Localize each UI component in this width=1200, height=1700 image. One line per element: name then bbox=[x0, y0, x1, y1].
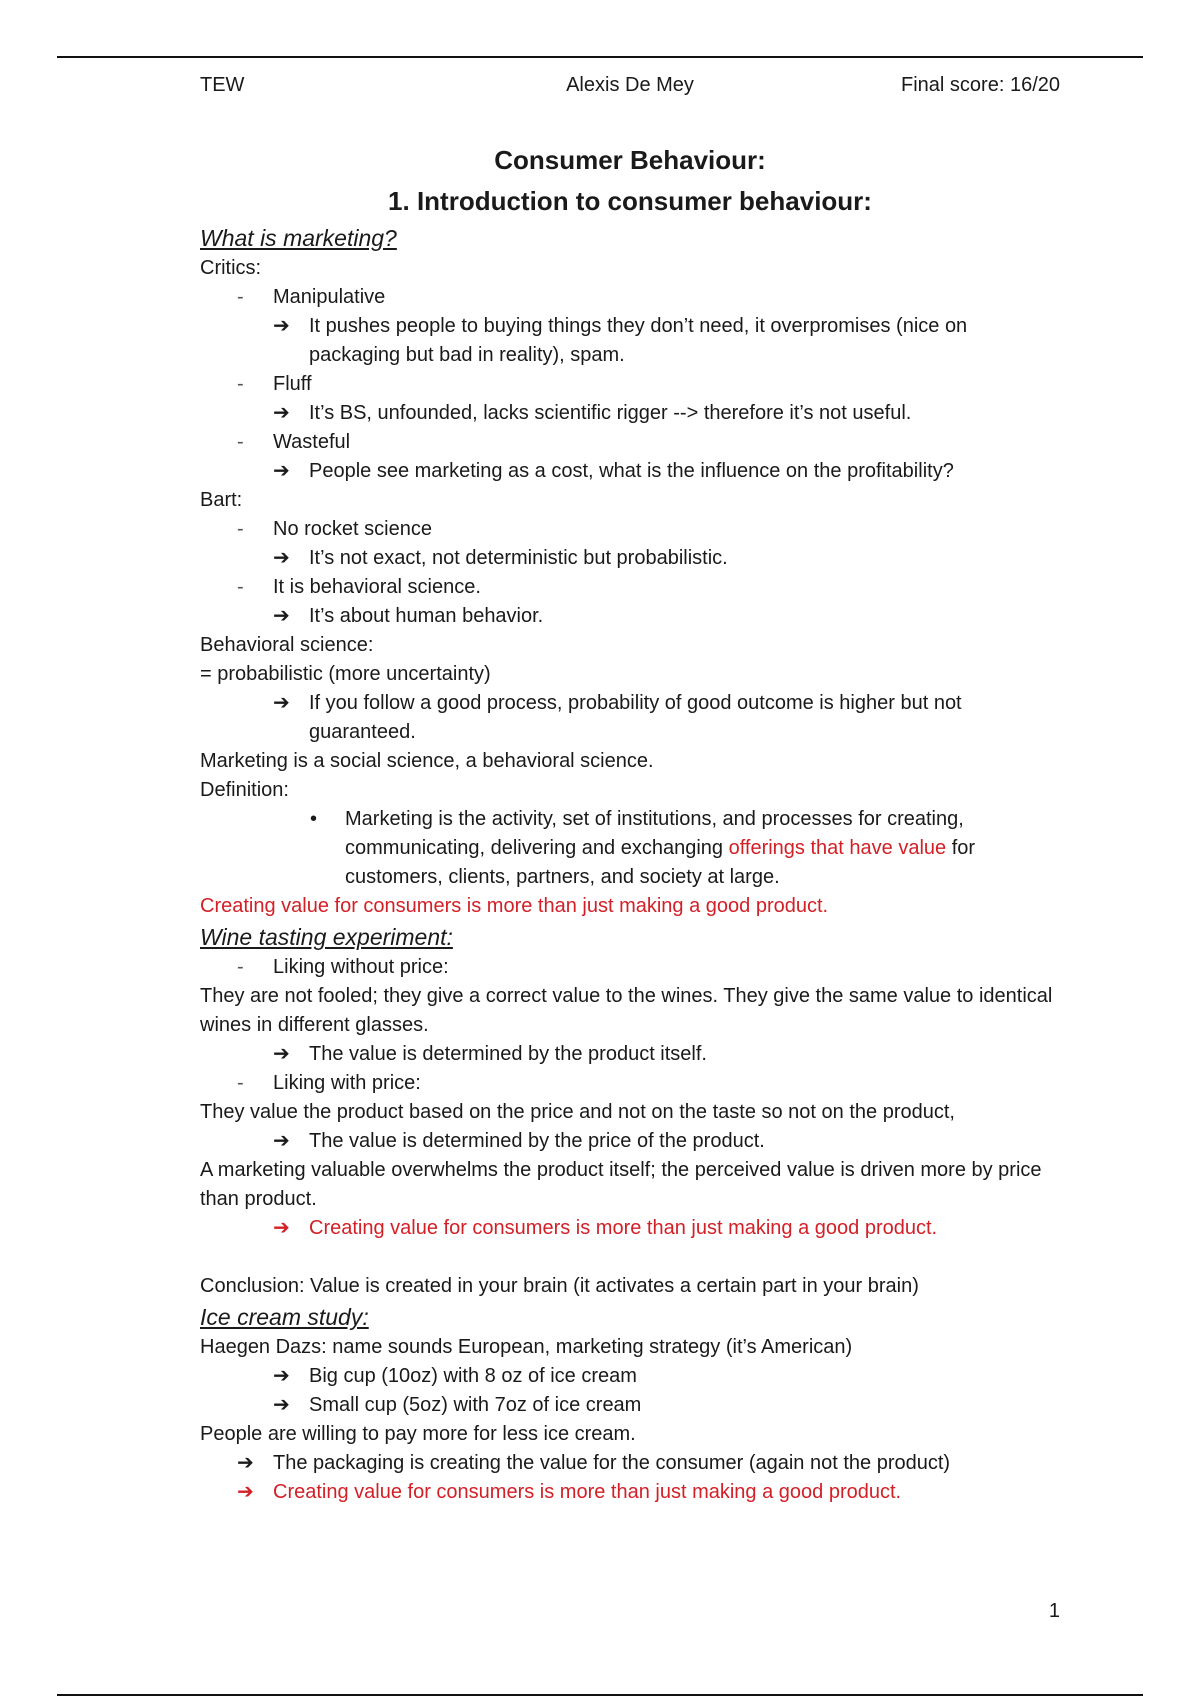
behavioral-label: Behavioral science: bbox=[200, 634, 374, 656]
document-title: Consumer Behaviour: bbox=[494, 145, 766, 175]
bart-term: It is behavioral science. bbox=[273, 576, 481, 598]
arrow-icon: ➔ bbox=[273, 1043, 290, 1065]
arrow-icon: ➔ bbox=[237, 1481, 254, 1503]
list-item bbox=[200, 370, 1060, 399]
page-number: 1 bbox=[1048, 1600, 1060, 1622]
bart-term: No rocket science bbox=[273, 518, 432, 540]
dash-bullet: - bbox=[237, 1072, 244, 1094]
wine-item-1-text: They are not fooled; they give a correct value to the wines. They give the same value to identical wines in different glasses. bbox=[200, 985, 1053, 1036]
top-rule bbox=[57, 56, 1143, 58]
definition-highlight: offerings that have value bbox=[728, 837, 947, 859]
spacer bbox=[200, 1243, 1060, 1272]
behavioral-note: If you follow a good process, probability of good outcome is higher but not guaranteed. bbox=[309, 692, 962, 743]
arrow-note-red bbox=[200, 1478, 1060, 1507]
icecream-note: Big cup (10oz) with 8 oz of ice cream bbox=[309, 1365, 637, 1387]
wine-item-1: Liking without price: bbox=[273, 956, 449, 978]
dash-bullet: - bbox=[237, 576, 244, 598]
arrow-icon: ➔ bbox=[273, 1365, 290, 1387]
dash-bullet: - bbox=[237, 956, 244, 978]
arrow-icon: ➔ bbox=[273, 1394, 290, 1416]
header-score: Final score: 16/20 bbox=[901, 74, 1060, 96]
arrow-note bbox=[200, 544, 1060, 573]
icecream-intro: Haegen Dazs: name sounds European, marketing strategy (it’s American) bbox=[200, 1336, 853, 1358]
definition-text-1: Marketing is the activity, set of institutions, and processes for creating, communicating, delivering and exchanging bbox=[345, 808, 964, 859]
critic-note: It’s BS, unfounded, lacks scientific rigger --> therefore it’s not useful. bbox=[309, 402, 912, 424]
bart-note: It’s about human behavior. bbox=[309, 605, 544, 627]
arrow-note bbox=[200, 399, 1060, 428]
dash-bullet: - bbox=[237, 373, 244, 395]
bullet-dot: • bbox=[310, 808, 318, 830]
critic-term: Wasteful bbox=[273, 431, 351, 453]
arrow-icon: ➔ bbox=[237, 1452, 254, 1474]
bart-label: Bart: bbox=[200, 489, 243, 511]
arrow-note-red bbox=[200, 1214, 1060, 1243]
wine-item-2: Liking with price: bbox=[273, 1072, 421, 1094]
wine-item-2-text: They value the product based on the price and not on the taste so not on the product, bbox=[200, 1101, 955, 1123]
takeaway-text: Creating value for consumers is more than just making a good product. bbox=[200, 895, 829, 917]
arrow-note bbox=[200, 1127, 1060, 1156]
arrow-note bbox=[200, 689, 1060, 747]
wine-item-1-note: The value is determined by the product itself. bbox=[309, 1043, 707, 1065]
list-item bbox=[200, 428, 1060, 457]
bottom-rule bbox=[57, 1694, 1143, 1696]
dash-bullet: - bbox=[237, 286, 244, 308]
list-item bbox=[200, 515, 1060, 544]
arrow-note bbox=[200, 1391, 1060, 1420]
arrow-icon: ➔ bbox=[273, 402, 290, 424]
arrow-note bbox=[200, 1449, 1060, 1478]
wine-conclusion: Conclusion: Value is created in your brain (it activates a certain part in your brain) bbox=[200, 1275, 919, 1297]
definition-label: Definition: bbox=[200, 779, 289, 801]
section-heading-icecream: Ice cream study: bbox=[200, 1304, 369, 1330]
social-science-text: Marketing is a social science, a behavioral science. bbox=[200, 750, 654, 772]
list-item bbox=[200, 1069, 1060, 1098]
arrow-icon: ➔ bbox=[273, 692, 290, 714]
section-heading-marketing: What is marketing? bbox=[200, 225, 397, 251]
icecream-willing: People are willing to pay more for less ice cream. bbox=[200, 1423, 636, 1445]
header-author: Alexis De Mey bbox=[566, 74, 694, 96]
critic-note: It pushes people to buying things they don’t need, it overpromises (nice on packaging but bad in reality), spam. bbox=[309, 315, 968, 366]
behavioral-definition: = probabilistic (more uncertainty) bbox=[200, 663, 491, 685]
list-item bbox=[200, 573, 1060, 602]
arrow-note bbox=[200, 1362, 1060, 1391]
dash-bullet: - bbox=[237, 518, 244, 540]
arrow-note bbox=[200, 312, 1060, 370]
arrow-icon: ➔ bbox=[273, 547, 290, 569]
arrow-icon: ➔ bbox=[273, 1217, 290, 1239]
dash-bullet: - bbox=[237, 431, 244, 453]
arrow-icon: ➔ bbox=[273, 605, 290, 627]
section-heading-wine: Wine tasting experiment: bbox=[200, 924, 453, 950]
critic-note: People see marketing as a cost, what is the influence on the profitability? bbox=[309, 460, 954, 482]
chapter-title: 1. Introduction to consumer behaviour: bbox=[388, 186, 872, 216]
bart-note: It’s not exact, not deterministic but probabilistic. bbox=[309, 547, 728, 569]
definition-text-2: for customers, clients, partners, and society at large. bbox=[345, 837, 976, 888]
list-item bbox=[200, 953, 1060, 982]
arrow-note bbox=[200, 602, 1060, 631]
header-course: TEW bbox=[200, 74, 245, 96]
wine-summary: A marketing valuable overwhelms the product itself; the perceived value is driven more by price than product. bbox=[200, 1159, 1042, 1210]
document-body bbox=[200, 140, 1060, 1507]
definition-item bbox=[200, 805, 1060, 892]
icecream-packaging: The packaging is creating the value for the consumer (again not the product) bbox=[273, 1452, 951, 1474]
arrow-icon: ➔ bbox=[273, 460, 290, 482]
wine-takeaway: Creating value for consumers is more than just making a good product. bbox=[309, 1217, 938, 1239]
arrow-note bbox=[200, 1040, 1060, 1069]
critics-label: Critics: bbox=[200, 257, 262, 279]
critic-term: Manipulative bbox=[273, 286, 386, 308]
wine-item-2-note: The value is determined by the price of the product. bbox=[309, 1130, 765, 1152]
page-header bbox=[200, 74, 1060, 104]
arrow-note bbox=[200, 457, 1060, 486]
critic-term: Fluff bbox=[273, 373, 312, 395]
list-item bbox=[200, 283, 1060, 312]
icecream-note: Small cup (5oz) with 7oz of ice cream bbox=[309, 1394, 642, 1416]
arrow-icon: ➔ bbox=[273, 1130, 290, 1152]
icecream-takeaway: Creating value for consumers is more than just making a good product. bbox=[273, 1481, 902, 1503]
arrow-icon: ➔ bbox=[273, 315, 290, 337]
